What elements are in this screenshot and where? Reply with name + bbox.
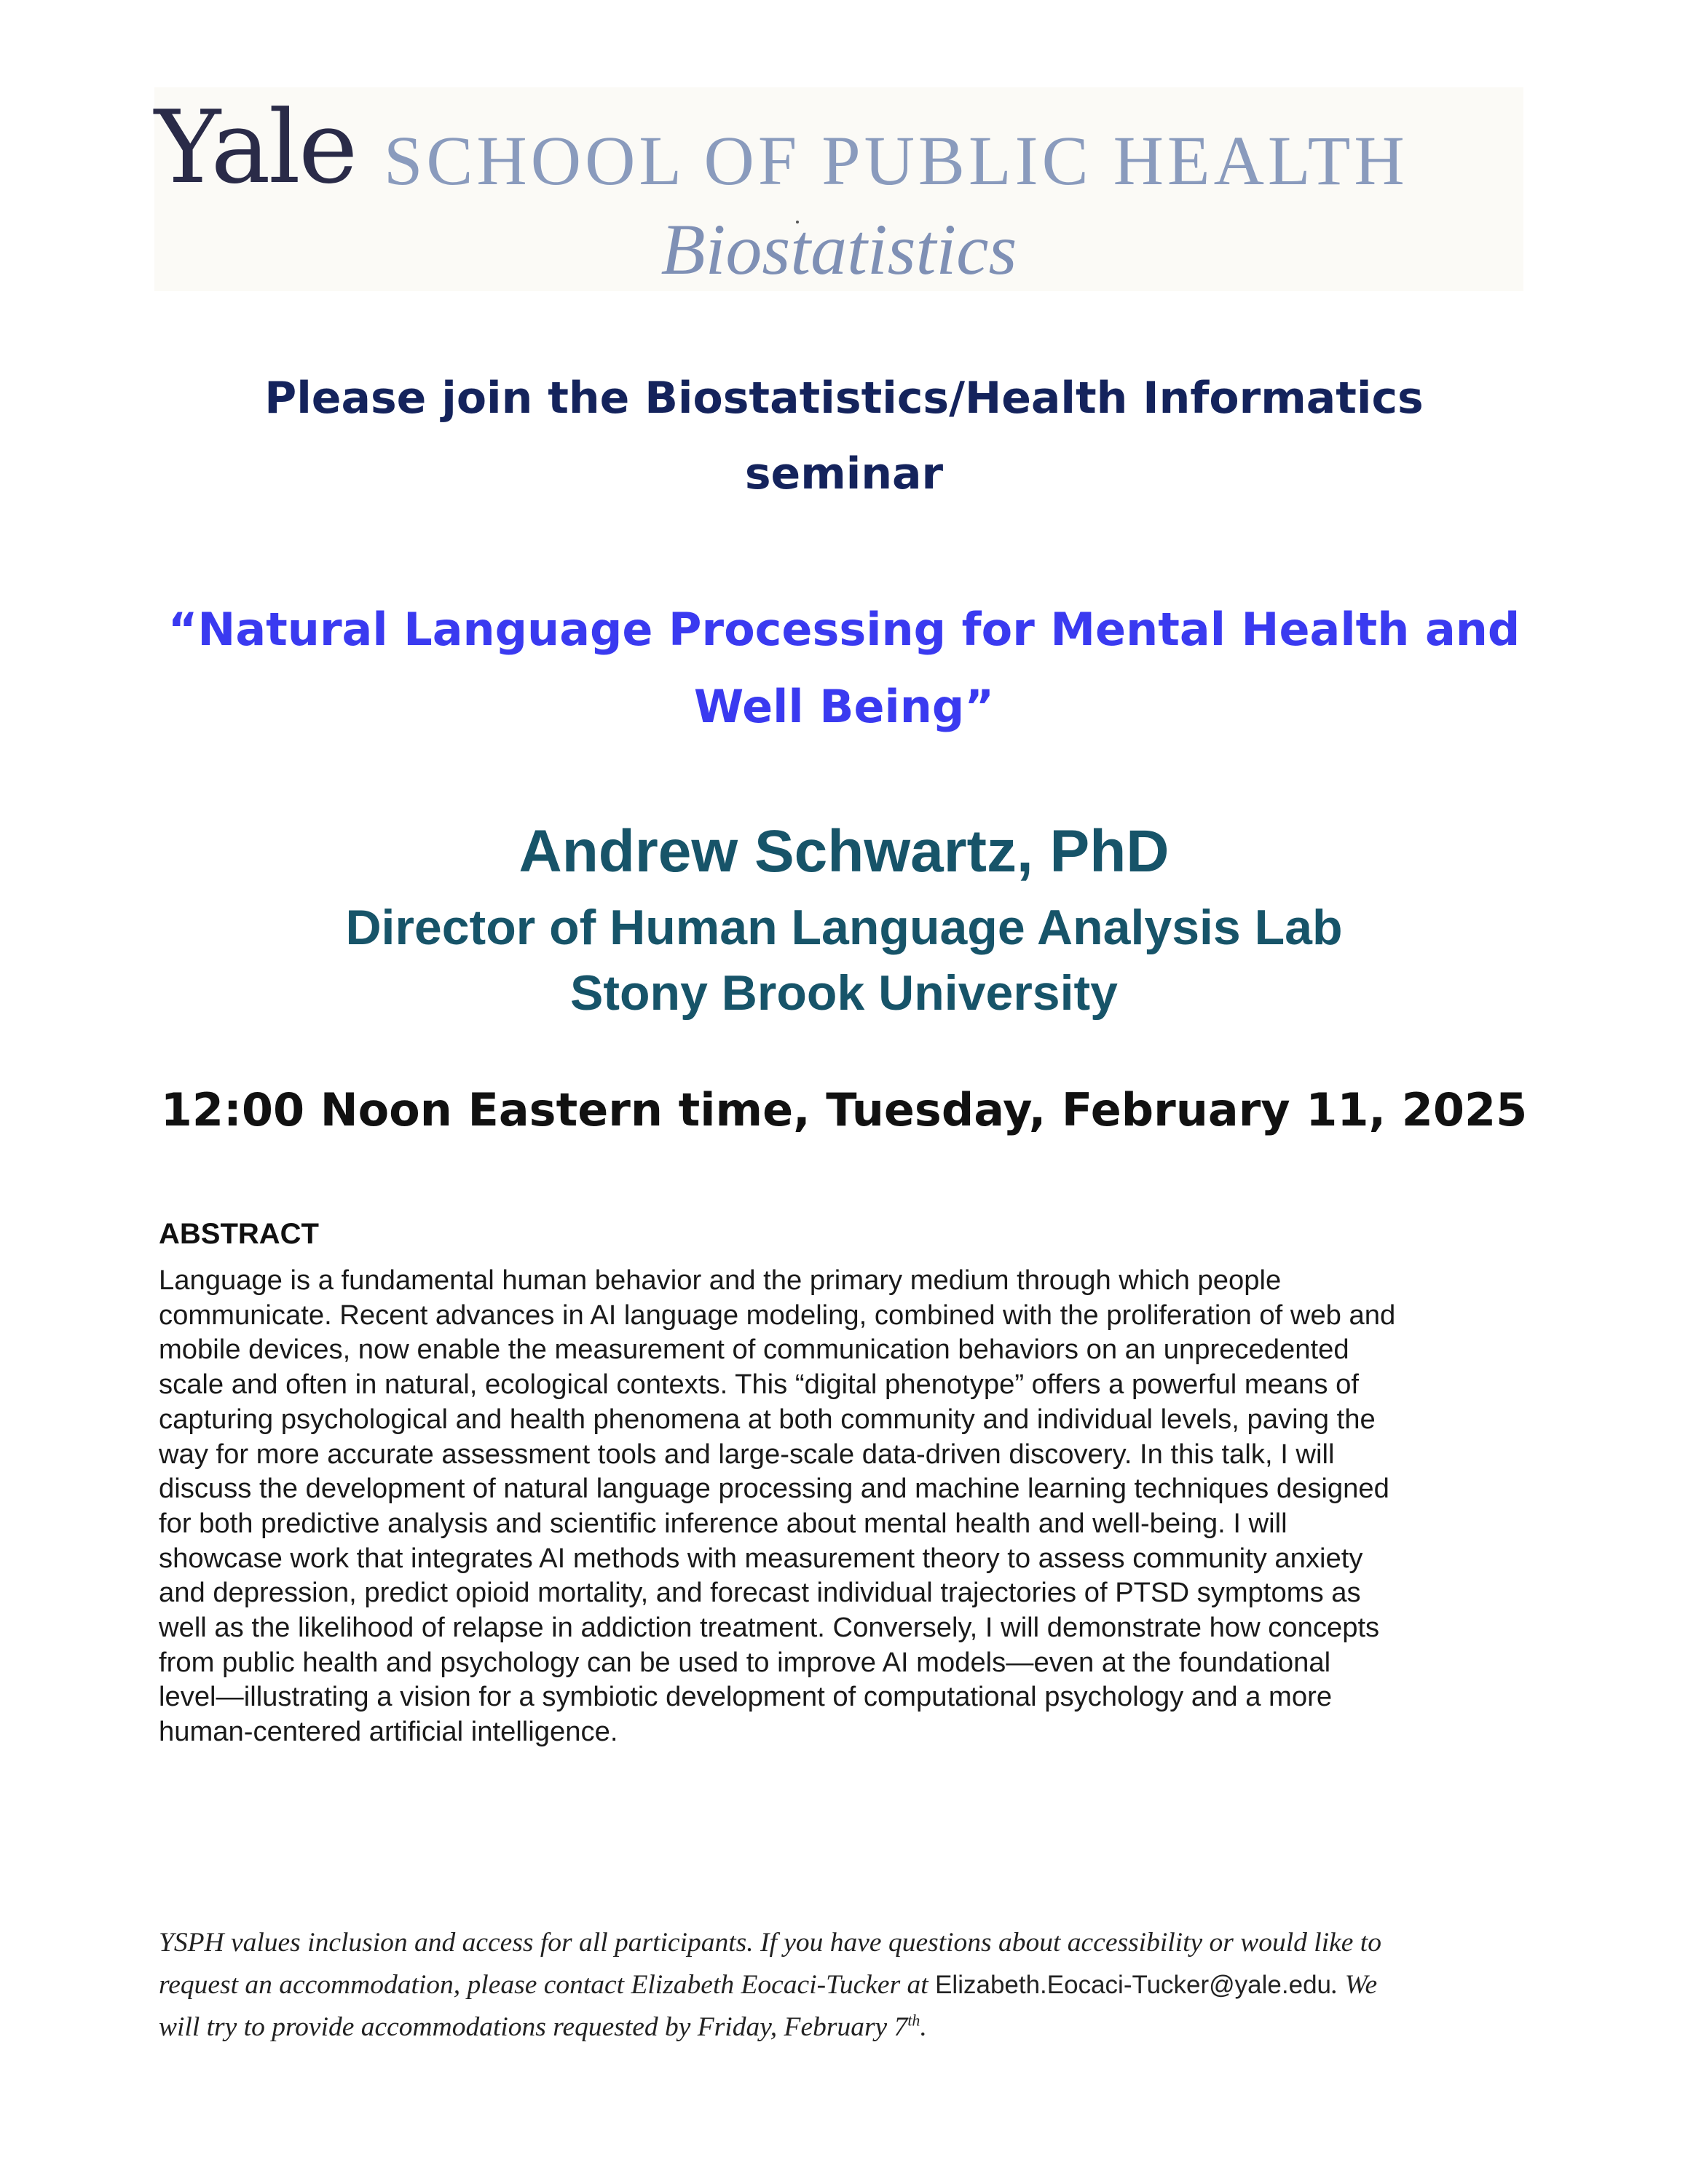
accessibility-line-2-text: request an accommodation, please contact Elizabeth Eocaci-Tucker at	[159, 1970, 936, 2000]
abstract-line: well as the likelihood of relapse in addiction treatment. Conversely, I will demonstrate how concepts	[159, 1612, 1380, 1644]
header-logo-line	[154, 89, 1523, 206]
invitation-line-1: Please join the Biostatistics/Health Informatics	[264, 373, 1424, 424]
accessibility-note	[159, 1922, 1528, 2049]
abstract-line: discuss the development of natural language processing and machine learning techniques designed	[159, 1473, 1389, 1505]
abstract-line: way for more accurate assessment tools and large-scale data-driven discovery. In this talk, I will	[159, 1438, 1335, 1470]
abstract-line: communicate. Recent advances in AI language modeling, combined with the proliferation of web and	[159, 1299, 1396, 1331]
school-name: SCHOOL OF PUBLIC HEALTH	[384, 122, 1408, 199]
seminar-datetime: 12:00 Noon Eastern time, Tuesday, February 11, 2025	[160, 1083, 1528, 1136]
abstract-line: mobile devices, now enable the measurement of communication behaviors on an unprecedented	[159, 1334, 1349, 1366]
ordinal-suffix: th	[907, 2011, 920, 2030]
speaker-name: Andrew Schwartz, PhD	[518, 818, 1170, 885]
department-name: Biostatistics	[660, 209, 1017, 290]
abstract-body	[159, 1263, 1528, 1749]
accessibility-line-3-text: will try to provide accommodations requested by Friday, February 7	[159, 2012, 908, 2042]
talk-title	[109, 591, 1579, 745]
accessibility-line-2-end: . We	[1331, 1970, 1378, 2000]
accessibility-line-1: YSPH values inclusion and access for all participants. If you have questions about accessibility or would like to	[159, 1928, 1381, 1958]
accessibility-line-3-end: .	[920, 2012, 927, 2042]
speaker-role: Director of Human Language Analysis Lab	[345, 900, 1343, 955]
abstract-line: showcase work that integrates AI methods with measurement theory to assess community anxiety	[159, 1542, 1363, 1574]
abstract-heading: ABSTRACT	[159, 1218, 319, 1250]
yale-wordmark: Yale	[154, 89, 356, 206]
talk-title-line-2: Well Being”	[693, 680, 995, 733]
abstract-line: human-centered artificial intelligence.	[159, 1716, 618, 1748]
contact-email-link[interactable]: Elizabeth.Eocaci-Tucker@yale.edu	[935, 1971, 1332, 1999]
talk-title-line-1: “Natural Language Processing for Mental Health and	[167, 603, 1521, 656]
abstract-line: capturing psychological and health phenomena at both community and individual levels, paving the	[159, 1403, 1376, 1435]
abstract-line: and depression, predict opioid mortality, and forecast individual trajectories of PTSD symptoms as	[159, 1577, 1361, 1609]
speaker-organization: Stony Brook University	[570, 965, 1118, 1021]
abstract-line: from public health and psychology can be used to improve AI models—even at the foundational	[159, 1646, 1331, 1678]
accessibility-line-3	[159, 2006, 1528, 2049]
invitation-heading	[109, 360, 1579, 512]
abstract-line: Language is a fundamental human behavior and the primary medium through which people	[159, 1265, 1282, 1296]
abstract-line: scale and often in natural, ecological contexts. This “digital phenotype” offers a powerful means of	[159, 1369, 1359, 1401]
abstract-line: level—illustrating a vision for a symbiotic development of computational psychology and a more	[159, 1681, 1333, 1713]
invitation-line-2: seminar	[744, 448, 944, 499]
accessibility-line-2	[159, 1964, 1528, 2006]
abstract-line: for both predictive analysis and scientific inference about mental health and well-being. I will	[159, 1507, 1287, 1539]
